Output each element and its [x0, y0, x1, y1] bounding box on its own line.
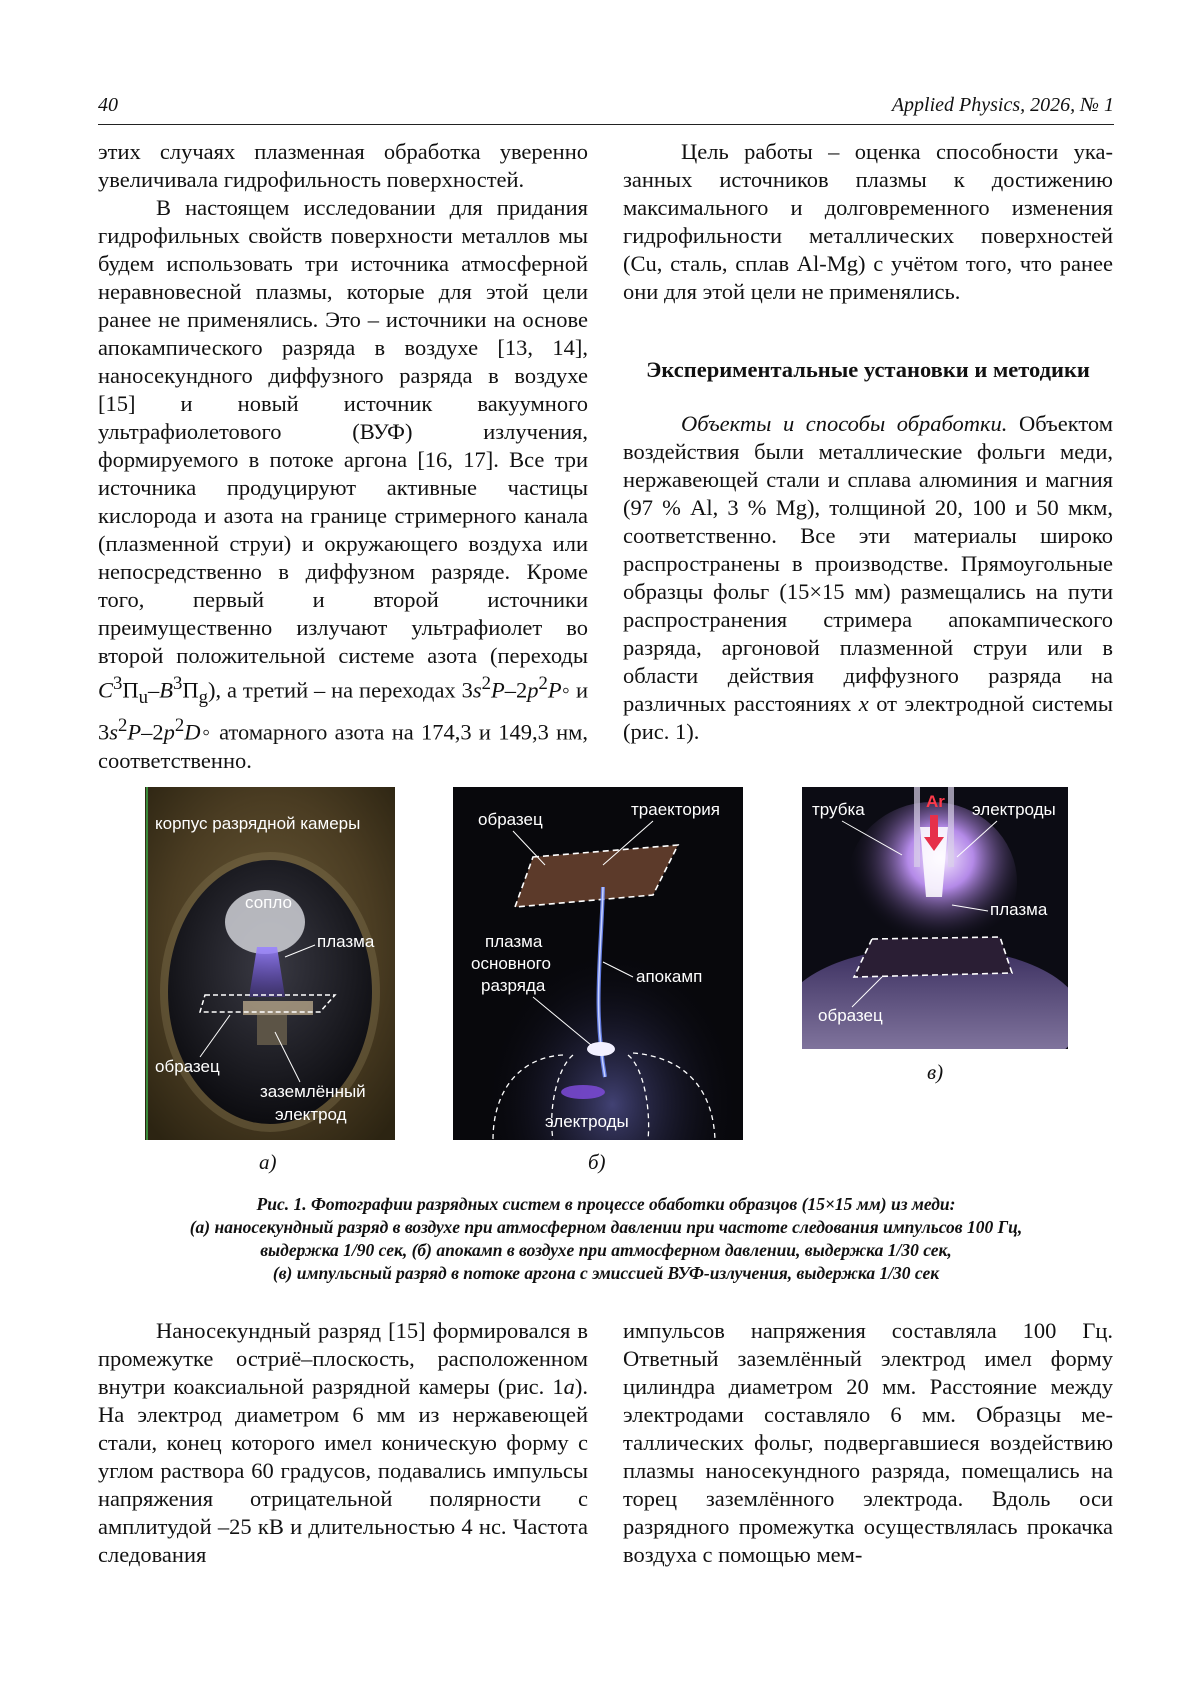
text-run: от электродной системы (рис. 1).: [623, 691, 1113, 744]
photo-a: [145, 787, 395, 1140]
formula-symbol: Π: [122, 677, 139, 703]
caption-line: Рис. 1. Фотографии разрядных систем в процессе обаботки образцов (15×15 мм) из меди:: [256, 1194, 956, 1214]
formula-subscript: g: [198, 687, 209, 708]
formula-superscript: 2: [174, 715, 185, 736]
photo-b-image: [453, 787, 743, 1140]
sublabel-b: б): [588, 1150, 606, 1174]
formula-superscript: 2: [481, 673, 491, 694]
label-sample: образец: [818, 1006, 883, 1025]
label-electrode-1: заземлённый: [260, 1082, 366, 1101]
caption-line: (в) импульсный разряд в потоке аргона с эмиссией ВУФ-излучения, выдержка 1/30 сек: [272, 1263, 940, 1283]
formula-symbol: D: [184, 719, 201, 745]
text-run: В настоящем исследовании для придания гидрофильных свойств поверхности металлов мы будем использовать три источника атмосферной неравновесной плазмы, которые для этой цели ранее не применялись. Это – источники на основе апокампического разряда в воздухе [13, 14], наносекундного диффузного разряда в воздухе [15] и новый источник вакуумного ультрафиолетового (ВУФ) излучения, формируемого в потоке аргона [16, 17]. Все три источника продуцируют активные частицы кислорода и азота на границе стримерного канала (плазменной струи) и окружающего воздуха или непосредственно в диффузном разряде. Кроме того, первый и второй источники преимущественно излучают ультрафиолет во второй положительной системе азота (переходы: [98, 195, 588, 668]
label-main-1: плазма: [485, 932, 543, 951]
label-sample: образец: [155, 1057, 220, 1076]
sublabel-v: в): [927, 1060, 944, 1084]
label-electrodes: электроды: [545, 1112, 629, 1131]
formula-symbol: s: [109, 719, 119, 745]
caption-line: (а) наносекундный разряд в воздухе при атмосферном давлении при частоте следования импульсов 100 Гц,: [189, 1217, 1023, 1237]
formula-symbol: p: [527, 677, 539, 703]
variable-x: x: [858, 691, 869, 716]
label-nozzle: сопло: [245, 893, 292, 912]
text-run: ). На электрод диаметром 6 мм из нержавеющей стали, конец которого имел коническую форму с углом раствора 60 градусов, подавались импульсы напряжения отрицательной полярности с амплитудой –25 кВ и длительностью 4 нс. Частота следования: [98, 1374, 588, 1567]
formula-symbol: p: [163, 719, 175, 745]
right-column-bottom: [623, 1317, 1113, 1569]
section-title: Экспериментальные установки и методики: [646, 357, 1090, 382]
figure-ref-letter: а: [563, 1374, 575, 1399]
text-run: и 3: [98, 677, 588, 745]
formula-symbol: ◦: [200, 719, 212, 745]
formula-symbol: P: [547, 677, 562, 703]
text-run: Объектом воздействия были металлические фольги меди, нержавеющей стали и сплава алюминия и магния (97 % Al, 3 % Mg), толщиной 20, 100 и 50 мкм, соответственно. Все эти материалы широко распространены в производстве. Прямоугольные образцы фольг (15×15 мм) размещались на пути распространения стримера апокампического разряда, аргоновой плазменной струи или в области действия диффузного разряда на различных расстояниях: [623, 411, 1113, 716]
photo-a-image: [145, 787, 395, 1140]
formula-symbol: –2: [141, 719, 164, 745]
paragraph-goal: Цель работы – оценка способности указанных источников плазмы к достижению максимального и долговременного изменения гидрофильности металлических поверхностей (Cu, сталь, сплав Al-Mg) с учётом того, что ранее они для этой цели не применялись.: [623, 139, 1113, 304]
formula-symbol: P: [127, 719, 142, 745]
label-electrode-2: электрод: [275, 1105, 347, 1124]
formula-symbol: s: [472, 677, 482, 703]
formula-superscript: 2: [118, 715, 128, 736]
photo-v: [802, 787, 1068, 1049]
label-apokamp: апокамп: [636, 967, 703, 986]
figure-caption: [98, 1193, 1114, 1285]
left-column-top: [98, 138, 588, 775]
photo-v-image: [802, 787, 1068, 1049]
page-number: 40: [98, 94, 118, 116]
running-header: [98, 92, 1114, 125]
formula-superscript: 3: [113, 673, 123, 694]
caption-line: выдержка 1/90 сек, (б) апокамп в воздухе при атмосферном давлении, выдержка 1/30 сек,: [260, 1240, 952, 1260]
text-run: ), а третий – на переходах 3: [208, 677, 473, 703]
right-column-top: [623, 138, 1113, 746]
label-sample: образец: [478, 810, 543, 829]
formula-symbol: Π: [182, 677, 199, 703]
paragraph-objects: [623, 410, 1113, 746]
formula-superscript: 3: [173, 673, 183, 694]
label-electrodes: электроды: [972, 800, 1056, 819]
formula-symbol: P: [490, 677, 505, 703]
label-main-2: основного: [471, 954, 551, 973]
run-in-heading: Объекты и способы обработки.: [681, 411, 1008, 436]
formula-symbol: C: [98, 677, 114, 703]
label-chamber: корпус разрядной камеры: [155, 814, 361, 833]
paragraph-nanosecond: [98, 1317, 588, 1569]
photo-b: [453, 787, 743, 1140]
label-plasma: плазма: [317, 932, 375, 951]
label-plasma: плазма: [990, 900, 1048, 919]
label-main-3: разряда: [481, 976, 546, 995]
formula-symbol: –: [148, 677, 160, 703]
text-run: Наносекундный разряд [15] формировался в промежутке остриё–плоскость, расположенном внутри коаксиальной разрядной камеры (рис. 1: [98, 1318, 588, 1399]
label-trajectory: траектория: [631, 800, 720, 819]
formula-symbol: –2: [504, 677, 528, 703]
sublabel-a: а): [259, 1150, 277, 1174]
formula-symbol: B: [159, 677, 174, 703]
paragraph: этих случаях плазменная обработка уверенно увеличивала гидрофильность поверхностей.: [98, 139, 588, 192]
text-run: атомарного азота на 174,3 и 149,3 нм, соответственно.: [98, 719, 588, 773]
paragraph-sources: [98, 194, 588, 775]
left-column-bottom: [98, 1317, 588, 1569]
formula-symbol: ◦: [561, 677, 571, 703]
label-ar: Ar: [926, 792, 945, 811]
formula-subscript: u: [138, 687, 149, 708]
paragraph-continuation: импульсов напряжения составляла 100 Гц. Ответный заземлённый электрод имел форму цилиндра диаметром 20 мм. Расстояние между электродами составляло 6 мм. Образцы металлических фольг, подвергавшиеся воздействию плазмы наносекундного разряда, помещались на торец заземлённого электрода. Вдоль оси разрядного промежутка осуществлялась прокачка воздуха с помощью мем-: [623, 1318, 1113, 1567]
formula-superscript: 2: [538, 673, 548, 694]
journal-title: Applied Physics, 2026, № 1: [891, 94, 1114, 116]
label-tube: трубка: [812, 800, 865, 819]
